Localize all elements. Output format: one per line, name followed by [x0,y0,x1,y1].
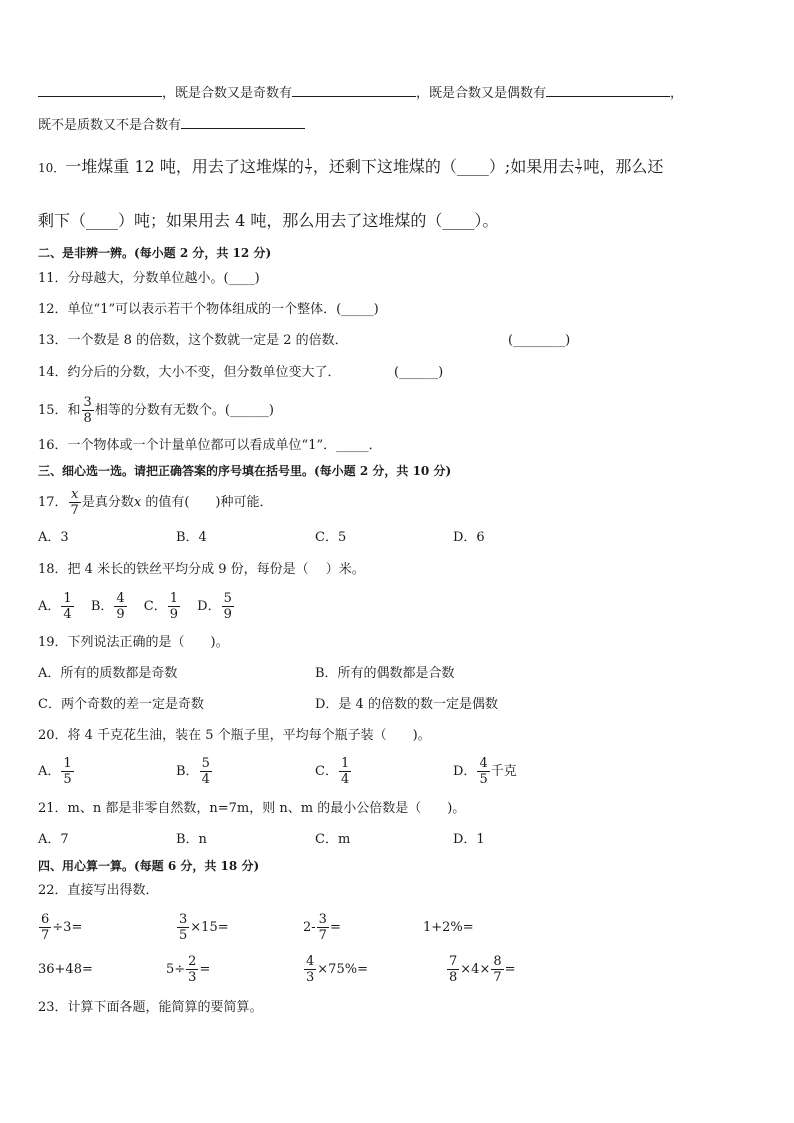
fraction: $\frac{3}{5}$ [179,912,188,943]
option-d[interactable]: D． $\frac{5}{9}$ [197,591,232,622]
question-16: 16．一个物体或一个计量单位都可以看成单位“1”．_____． [38,438,382,453]
option-c[interactable]: C． $\frac{1}{4}$ [315,756,350,787]
calc-item: 5÷ $\frac{2}{3}$ = [166,954,211,985]
option-c[interactable]: C．5 [315,530,347,545]
option-a[interactable]: A．7 [38,832,69,847]
fraction: $\frac{8}{7}$ [493,954,502,985]
question-18: 18．把 4 米长的铁丝平均分成 9 份，每份是（ ）米。 [38,562,365,577]
question-18-options [38,592,235,621]
fraction: $\frac{1}{4}$ [340,756,350,787]
answer-blank[interactable] [546,82,670,97]
calc-item: $\frac{3}{5}$ ×15= [179,912,229,943]
fraction: $\frac{2}{3}$ [188,954,197,985]
question-15: 15．和 $\frac{3}{8}$ 相等的分数有无数个。(______) [38,395,274,426]
question-20: 20．将 4 千克花生油，装在 5 个瓶子里，平均每个瓶子装（ )。 [38,728,431,743]
question-12: 12．单位“1”可以表示若干个物体组成的一个整体．(_____) [38,302,379,317]
calc-item: $\frac{6}{7}$ ÷3= [41,912,83,943]
answer-blank[interactable]: (______) [394,365,444,380]
option-b[interactable]: B．n [176,832,207,847]
option-b[interactable]: B． $\frac{5}{4}$ [176,756,210,787]
answer-blank[interactable] [292,82,416,97]
calc-item: 1+2%= [423,920,474,935]
fraction: $\frac{1}{7}$ [576,158,582,176]
calc-item: 36+48= [38,962,93,977]
option-a[interactable]: A．所有的质数都是奇数 [38,666,178,681]
question-10-line2: 剩下（____）吨；如果用去 4 吨，那么用去了这堆煤的（____）。 [38,211,499,230]
option-d[interactable]: D．是 4 的倍数的数一定是偶数 [315,697,498,712]
question-23: 23．计算下面各题，能简算的要简算。 [38,1000,263,1015]
fraction: $\frac{1}{4}$ [63,591,72,622]
option-d[interactable]: D．1 [453,832,485,847]
question-19: 19．下列说法正确的是（ )。 [38,635,229,650]
question-14: 14．约分后的分数，大小不变，但分数单位变大了． [38,365,341,380]
fraction: $\frac{4}{9}$ [116,591,125,622]
question-21: 21．m、n 都是非零自然数，n=7m，则 n、m 的最小公倍数是（ )。 [38,801,466,816]
fraction: $\frac{3}{7}$ [318,912,327,943]
q9-line2: 既不是质数又不是合数有 [38,114,305,135]
question-13: 13．一个数是 8 的倍数，这个数就一定是 2 的倍数． [38,333,348,348]
option-a[interactable]: A． $\frac{1}{4}$ [38,591,72,622]
q9-line1: ，既是合数又是奇数有 ，既是合数又是偶数有 ， [38,82,683,103]
option-b[interactable]: B． $\frac{4}{9}$ [90,591,125,622]
fraction: $\frac{3}{8}$ [83,395,92,426]
question-11: 11．分母越大，分数单位越小。(____) [38,271,260,286]
fraction: $\frac{6}{7}$ [41,912,50,943]
fraction: $\frac{1}{9}$ [169,591,179,622]
fraction: $\frac{5}{9}$ [223,591,232,622]
fraction: $\frac{x}{7}$ [70,487,79,518]
option-d[interactable]: D．6 [453,530,485,545]
calc-item: $\frac{4}{3}$ ×75%= [306,954,368,985]
option-a[interactable]: A．3 [38,530,69,545]
section-heading-2: 二、是非辨一辨。(每小题 2 分，共 12 分) [38,246,272,260]
fraction: $\frac{4}{5}$ [479,756,488,787]
question-22: 22．直接写出得数． [38,883,159,898]
section-heading-3: 三、细心选一选。请把正确答案的序号填在括号里。(每小题 2 分，共 10 分) [38,464,452,478]
answer-blank[interactable] [38,82,162,97]
question-17: 17． $\frac{x}{7}$ 是真分数x 的值有( )种可能． [38,487,273,518]
fraction: $\frac{1}{5}$ [63,756,72,787]
fraction: $\frac{1}{7}$ [305,158,311,176]
option-c[interactable]: C．m [315,832,351,847]
section-heading-4: 四、用心算一算。(每题 6 分，共 18 分) [38,859,260,873]
calc-item: 2- $\frac{3}{7}$ = [303,912,341,943]
fraction: $\frac{4}{3}$ [306,954,315,985]
option-c[interactable]: C． $\frac{1}{9}$ [143,591,179,622]
fraction: $\frac{5}{4}$ [201,756,210,787]
answer-blank[interactable]: (________) [508,333,571,348]
option-b[interactable]: B．所有的偶数都是合数 [315,666,455,681]
option-c[interactable]: C．两个奇数的差一定是奇数 [38,697,204,712]
option-a[interactable]: A． $\frac{1}{5}$ [38,756,72,787]
answer-blank[interactable] [181,114,305,129]
fraction: $\frac{7}{8}$ [449,954,458,985]
question-10-line1: 10．一堆煤重 12 吨，用去了这堆煤的 $\frac{1}{7}$ ，还剩下这堆煤的（____）;如果用去 $\frac{1}{7}$ 吨，那么还 [38,157,664,176]
calc-item: $\frac{7}{8}$ ×4× $\frac{8}{7}$ = [449,954,516,985]
option-d[interactable]: D． $\frac{4}{5}$ 千克 [453,756,517,787]
option-b[interactable]: B．4 [176,530,207,545]
